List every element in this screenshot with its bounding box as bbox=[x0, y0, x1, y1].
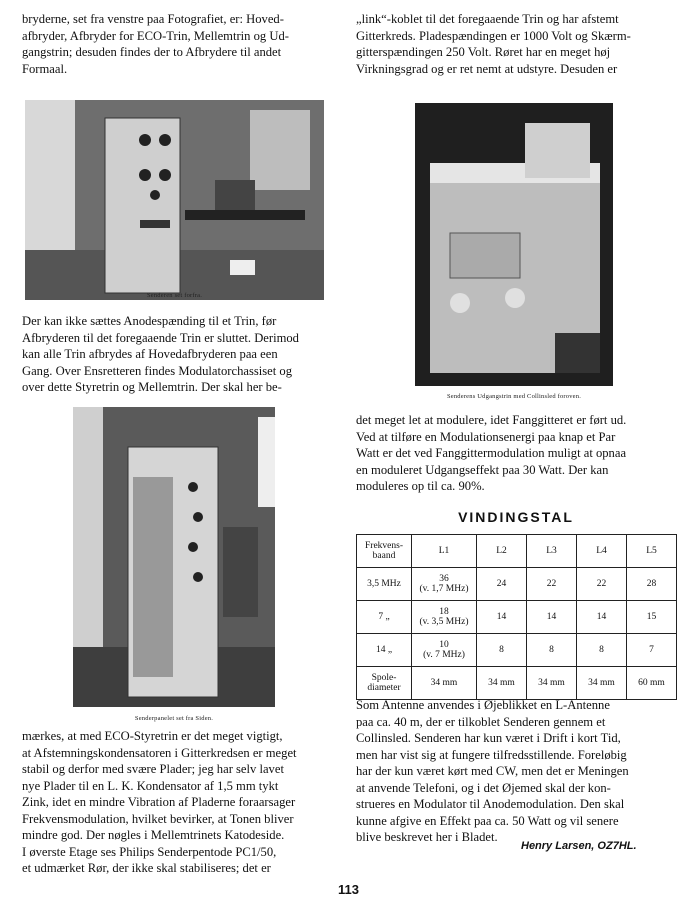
left-top-paragraph bbox=[22, 11, 340, 77]
photo-caption-output: Senderens Udgangstrin med Collinsled foroven. bbox=[446, 393, 582, 400]
text-line: bryderne, set fra venstre paa Fotografiet, er: Hoved- bbox=[22, 12, 284, 26]
text-line: Ved at tilføre en Modulationsenergi paa knap et Par bbox=[356, 429, 616, 444]
table-cell: 24 bbox=[477, 568, 527, 601]
transmitter-front-image bbox=[25, 100, 324, 300]
table-cell: L3 bbox=[527, 535, 577, 568]
table-title: VINDINGSTAL bbox=[458, 509, 574, 525]
table-row bbox=[357, 601, 677, 634]
table-cell: L1 bbox=[412, 535, 477, 568]
table-cell: 34 mm bbox=[527, 667, 577, 700]
text-line: Frekvensmodulation, hvilket bevirker, at Tonen bliver bbox=[22, 811, 294, 826]
table-cell: 34 mm bbox=[577, 667, 627, 700]
right-bottom-paragraph bbox=[356, 697, 676, 846]
table-cell: L4 bbox=[577, 535, 627, 568]
text-line: en moduleret Udgangseffekt paa 30 Watt. Der kan bbox=[356, 462, 609, 477]
text-line: at anvende Telefoni, og i det Øjemed skal der kon- bbox=[356, 780, 611, 795]
text-line: kan alle Trin afbrydes af Hovedafbryderen paa een bbox=[22, 347, 278, 361]
table-cell: 22 bbox=[577, 568, 627, 601]
text-line: moduleres op til ca. 90%. bbox=[356, 479, 485, 493]
text-line: stabil og derfor med svære Plader; jeg har selv lavet bbox=[22, 762, 284, 776]
text-line: mindre god. Der nøgles i Mellemtrinets Katodeside. bbox=[22, 828, 285, 842]
text-line: paa ca. 40 m, der er tilkoblet Senderen gennem et bbox=[356, 714, 606, 729]
table-cell: 14 bbox=[477, 601, 527, 634]
table-cell: 8 bbox=[527, 634, 577, 667]
text-line: men har vist sig at fungere tilfredsstillende. Foreløbig bbox=[356, 747, 627, 762]
text-line: et udmærket Rør, der ikke skal stabiliseres; det er bbox=[22, 861, 271, 875]
right-mid-paragraph bbox=[356, 412, 676, 495]
text-line: gangstrin; desuden findes der to Afbrydere til andet bbox=[22, 45, 282, 59]
text-line: gitterspændingen 250 Volt. Røret har en meget høj bbox=[356, 45, 611, 59]
table-cell: L5 bbox=[627, 535, 677, 568]
windings-table bbox=[356, 534, 677, 700]
text-line: Formaal. bbox=[22, 61, 68, 76]
table-cell: 14 bbox=[577, 601, 627, 634]
photo-caption-front: Senderen set forfra. bbox=[146, 292, 203, 299]
table-cell: L2 bbox=[477, 535, 527, 568]
text-line: kunne afgive en Effekt paa ca. 50 Watt og vil senere bbox=[356, 813, 619, 828]
table-cell: 60 mm bbox=[627, 667, 677, 700]
table-cell: 15 bbox=[627, 601, 677, 634]
text-line: Som Antenne anvendes i Øjeblikket en L-Antenne bbox=[356, 698, 610, 712]
text-line: Virkningsgrad og er ret nemt at udstyre. Desuden er bbox=[356, 61, 618, 76]
windings-table-wrapper bbox=[356, 534, 677, 700]
text-line: afbryder, Afbryder for ECO-Trin, Mellemtrin og Ud- bbox=[22, 28, 289, 43]
text-line: over dette Styretrin og Mellemtrin. Der skal her be- bbox=[22, 380, 282, 394]
text-line: Zink, idet en mindre Vibration af Pladerne foraarsager bbox=[22, 795, 296, 809]
text-line: har der kun været kørt med CW, men det er Meningen bbox=[356, 764, 629, 778]
table-cell: 18 (v. 3,5 MHz) bbox=[412, 601, 477, 634]
text-line: Afbryderen til det foregaaende Trin er sluttet. Derimod bbox=[22, 330, 299, 345]
text-line: „link“-koblet til det foregaaende Trin og har afstemt bbox=[356, 12, 619, 26]
table-cell: 28 bbox=[627, 568, 677, 601]
text-line: Watt er det ved Fanggittermodulation muligt at opnaa bbox=[356, 446, 627, 460]
left-mid-paragraph bbox=[22, 313, 340, 396]
author-signature: Henry Larsen, OZ7HL. bbox=[521, 840, 637, 852]
table-cell: 8 bbox=[477, 634, 527, 667]
photo-panel-side bbox=[73, 407, 275, 707]
text-line: det meget let at modulere, idet Fanggitteret er ført ud. bbox=[356, 413, 627, 427]
table-cell: Spole- diameter bbox=[357, 667, 412, 700]
text-line: strueres en Modulator til Anodemodulation. Den skal bbox=[356, 797, 625, 811]
table-cell: 34 mm bbox=[477, 667, 527, 700]
left-bottom-paragraph bbox=[22, 728, 340, 877]
table-cell: 22 bbox=[527, 568, 577, 601]
text-line: blive beskrevet her i Bladet. bbox=[356, 830, 498, 844]
table-cell: 10 (v. 7 MHz) bbox=[412, 634, 477, 667]
table-cell: 3,5 MHz bbox=[357, 568, 412, 601]
text-line: Gitterkreds. Pladespændingen er 1000 Volt og Skærm- bbox=[356, 28, 631, 43]
output-stage-image bbox=[415, 103, 613, 386]
photo-output-stage bbox=[415, 103, 613, 386]
table-header-row bbox=[357, 535, 677, 568]
panel-side-image bbox=[73, 407, 275, 707]
photo-transmitter-front bbox=[25, 100, 324, 300]
photo-caption-side: Senderpanelet set fra Siden. bbox=[134, 715, 214, 722]
table-cell: 7 bbox=[627, 634, 677, 667]
table-cell: 34 mm bbox=[412, 667, 477, 700]
table-row bbox=[357, 667, 677, 700]
text-line: Collinsled. Senderen har kun været i Drift i kort Tid, bbox=[356, 731, 621, 745]
table-row bbox=[357, 634, 677, 667]
text-line: Der kan ikke sættes Anodespænding til et Trin, før bbox=[22, 314, 277, 328]
table-cell: 14 „ bbox=[357, 634, 412, 667]
page-number: 113 bbox=[338, 882, 359, 897]
text-line: mærkes, at med ECO-Styretrin er det meget vigtigt, bbox=[22, 729, 283, 743]
table-cell: 14 bbox=[527, 601, 577, 634]
table-row bbox=[357, 568, 677, 601]
text-line: nye Plader til en L. K. Kondensator af 1,5 mm tykt bbox=[22, 778, 279, 793]
table-cell: Frekvens- baand bbox=[357, 535, 412, 568]
table-cell: 8 bbox=[577, 634, 627, 667]
text-line: at Afstemningskondensatoren i Gitterkredsen er meget bbox=[22, 745, 297, 760]
text-line: Gang. Over Ensretteren findes Modulatorchassiset og bbox=[22, 363, 292, 378]
right-top-paragraph bbox=[356, 11, 676, 77]
table-cell: 7 „ bbox=[357, 601, 412, 634]
table-cell: 36 (v. 1,7 MHz) bbox=[412, 568, 477, 601]
text-line: I øverste Etage ses Philips Senderpentode PC1/50, bbox=[22, 844, 277, 859]
